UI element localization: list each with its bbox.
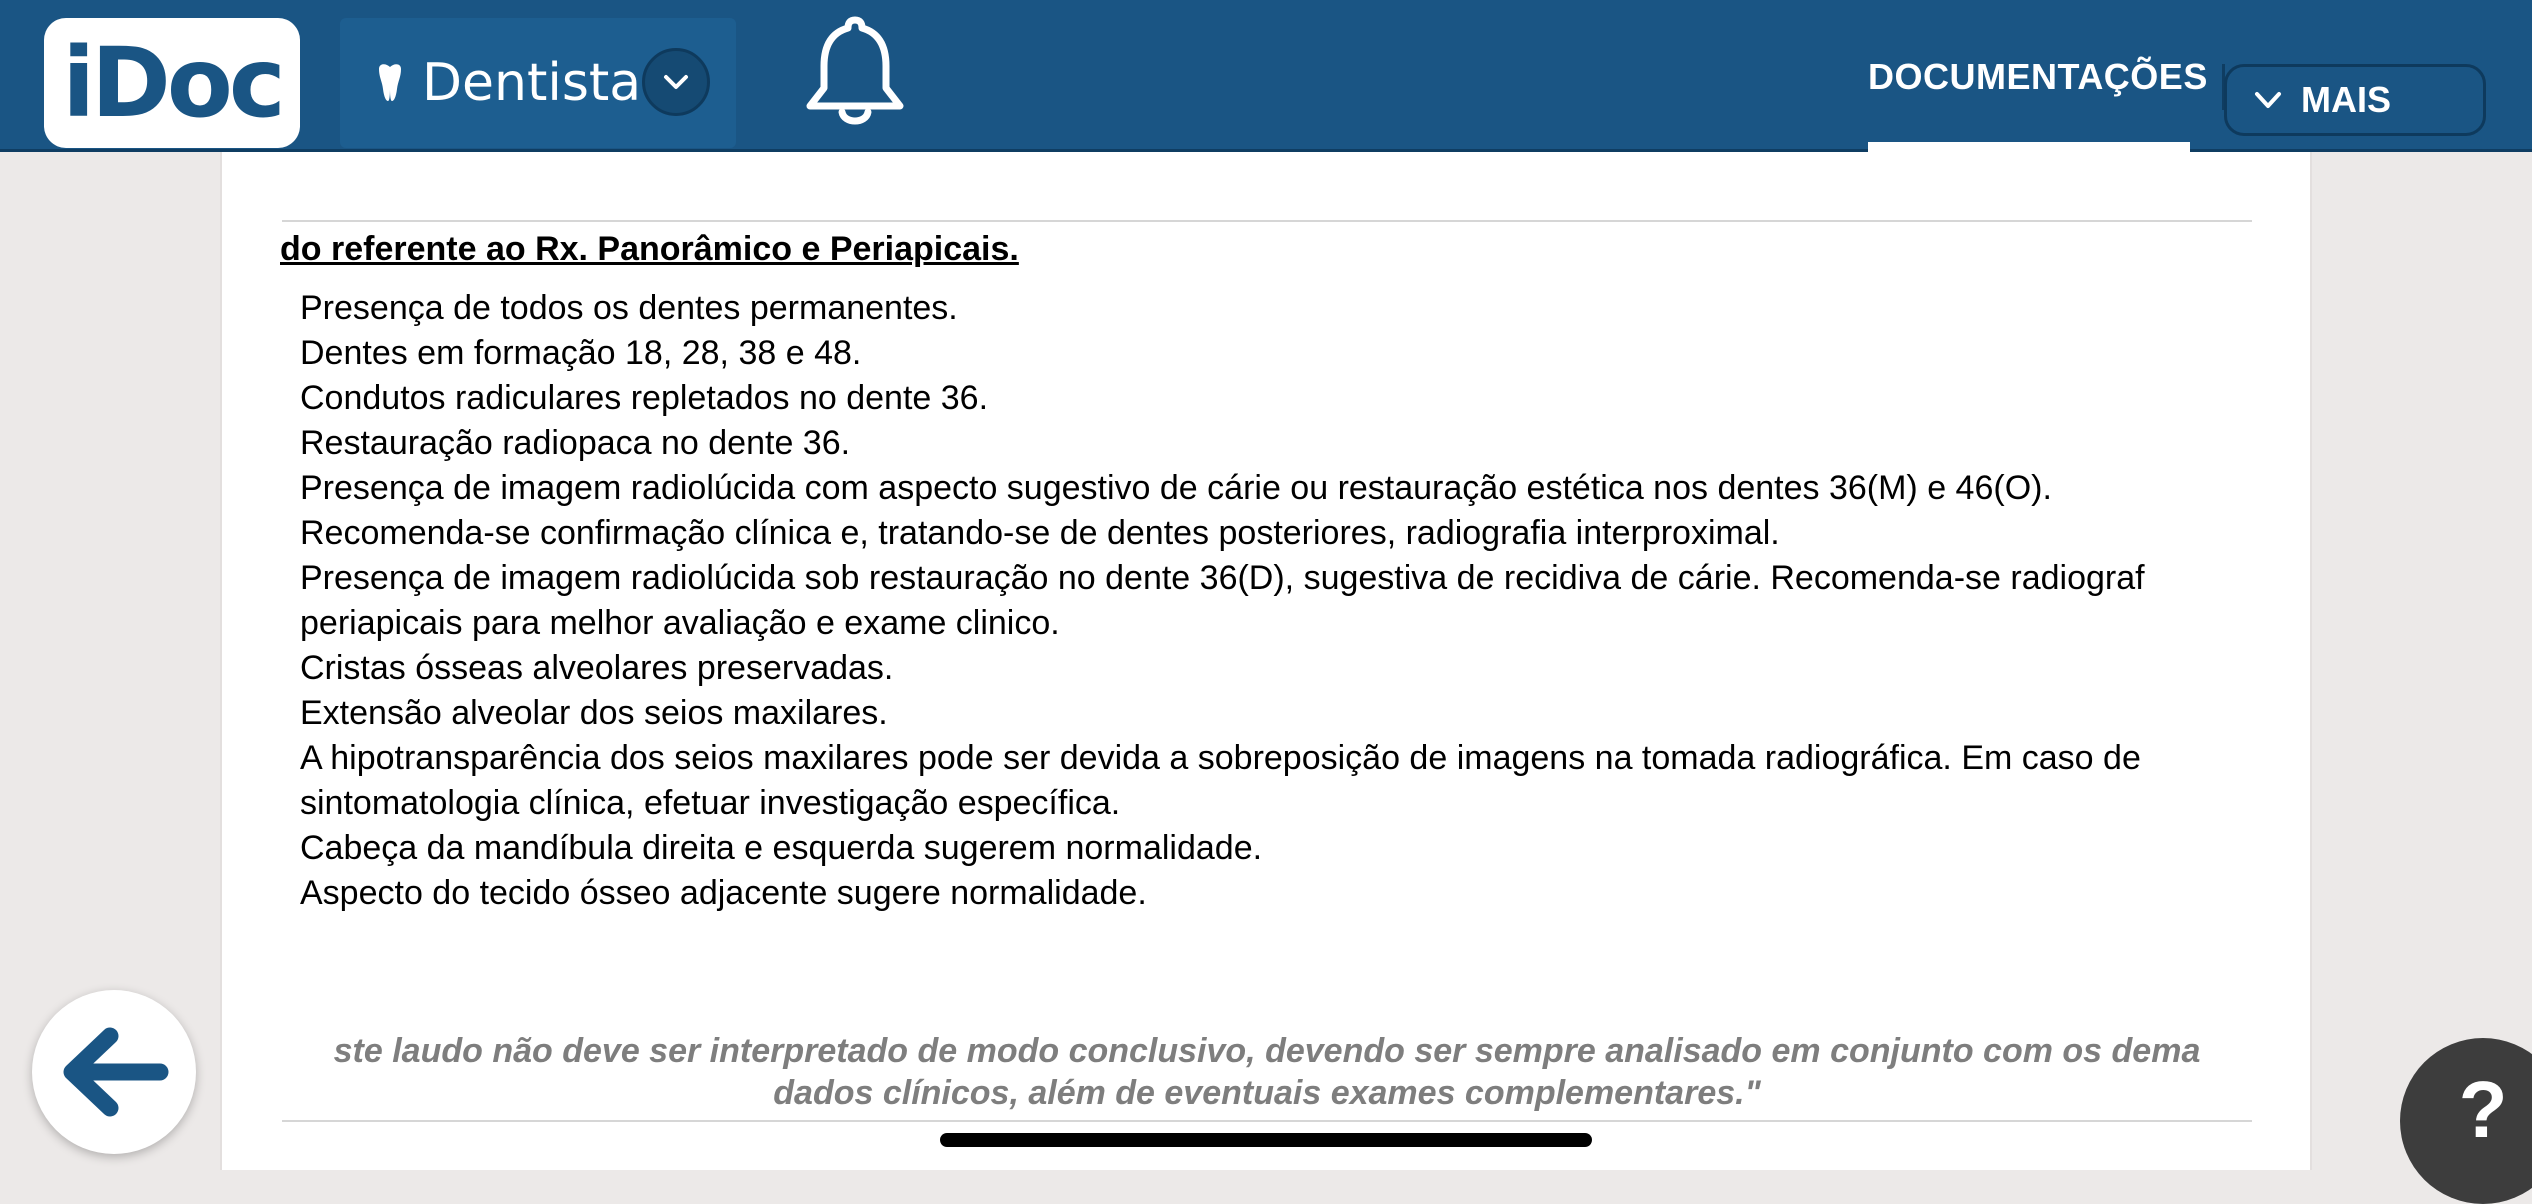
finding-line: Cristas ósseas alveolares preservadas. xyxy=(300,649,894,687)
divider xyxy=(282,220,2252,222)
divider xyxy=(282,1120,2252,1122)
finding-line: Presença de imagem radiolúcida sob restauração no dente 36(D), sugestiva de recidiva de cárie. Recomenda-se radiograf xyxy=(300,559,2145,597)
finding-line: Dentes em formação 18, 28, 38 e 48. xyxy=(300,334,862,372)
back-button[interactable] xyxy=(32,990,196,1154)
report-document[interactable] xyxy=(220,152,2312,1170)
arrow-left-icon xyxy=(56,1024,172,1120)
nav-tab-documentacoes[interactable]: DOCUMENTAÇÕES xyxy=(1868,56,2208,97)
home-indicator[interactable] xyxy=(940,1133,1592,1147)
finding-line: Restauração radiopaca no dente 36. xyxy=(300,424,851,462)
finding-line: sintomatologia clínica, efetuar investigação específica. xyxy=(300,784,1121,822)
finding-line: Aspecto do tecido ósseo adjacente sugere normalidade. xyxy=(300,874,1147,912)
role-label: Dentista xyxy=(422,53,642,113)
disclaimer xyxy=(282,1030,2252,1114)
finding-line: Presença de imagem radiolúcida com aspecto sugestivo de cárie ou restauração estética nos dentes 36(M) e 46(O). xyxy=(300,469,2052,507)
active-tab-indicator xyxy=(1868,142,2190,152)
chevron-down-icon xyxy=(2253,89,2283,111)
more-label: MAIS xyxy=(2301,79,2391,120)
tooth-icon xyxy=(376,63,404,103)
disclaimer-line: ste laudo não deve ser interpretado de modo conclusivo, devendo ser sempre analisado em conjunto com os dema xyxy=(333,1032,2201,1070)
finding-line: periapicais para melhor avaliação e exame clinico. xyxy=(300,604,1060,642)
finding-line: Condutos radiculares repletados no dente 36. xyxy=(300,379,989,417)
app-logo[interactable]: iDoc xyxy=(44,18,300,148)
disclaimer-line: dados clínicos, além de eventuais exames complementares." xyxy=(773,1074,1761,1112)
bell-icon[interactable] xyxy=(800,14,910,126)
finding-line: Recomenda-se confirmação clínica e, tratando-se de dentes posteriores, radiografia interproximal. xyxy=(300,514,1780,552)
finding-line: A hipotransparência dos seios maxilares pode ser devida a sobreposição de imagens na tomada radiográfica. Em caso de xyxy=(300,739,2141,777)
chevron-down-icon xyxy=(661,72,691,92)
report-heading: do referente ao Rx. Panorâmico e Periapicais. xyxy=(280,230,1019,268)
role-dropdown-button[interactable] xyxy=(642,48,710,116)
help-icon: ? xyxy=(2458,1065,2508,1154)
role-selector[interactable] xyxy=(340,18,736,148)
help-button[interactable] xyxy=(2400,1038,2532,1204)
finding-line: Extensão alveolar dos seios maxilares. xyxy=(300,694,888,732)
app-header xyxy=(0,0,2532,152)
finding-line: Cabeça da mandíbula direita e esquerda sugerem normalidade. xyxy=(300,829,1263,867)
findings-list xyxy=(300,286,2270,916)
finding-line: Presença de todos os dentes permanentes. xyxy=(300,289,958,327)
more-menu-button[interactable] xyxy=(2224,64,2486,136)
